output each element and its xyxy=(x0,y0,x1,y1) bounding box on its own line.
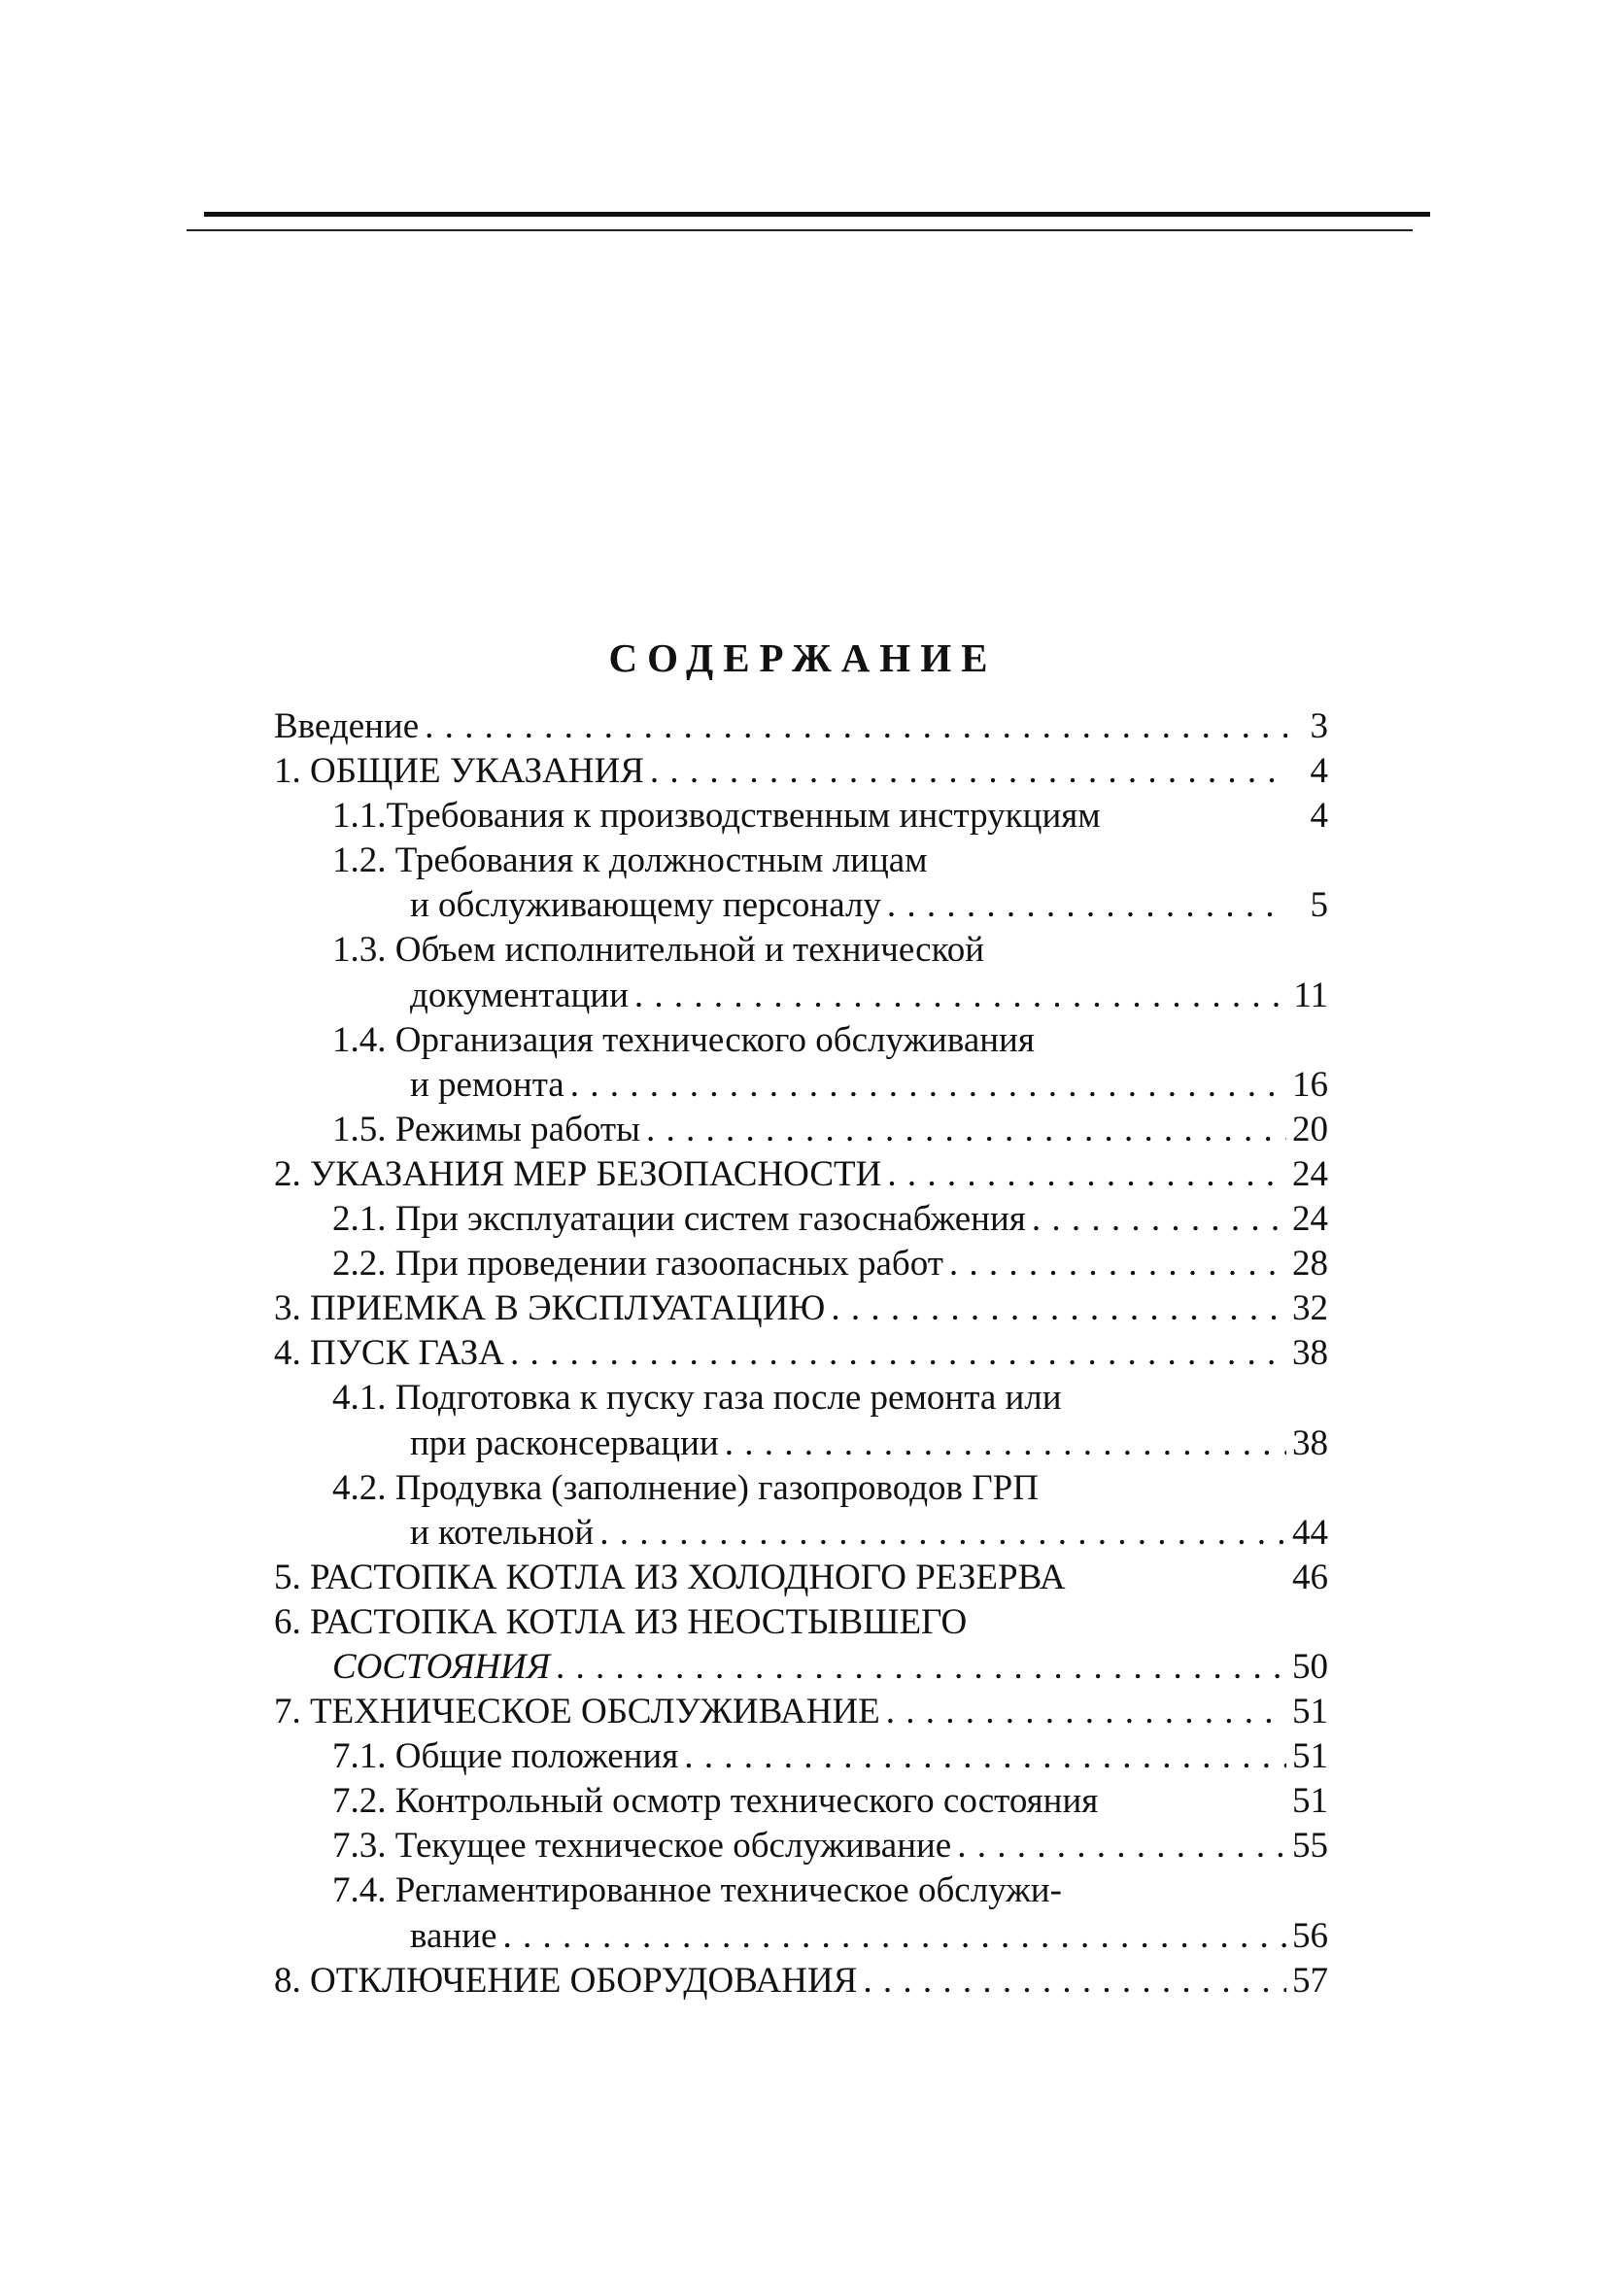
toc-entry[interactable] xyxy=(274,704,1328,749)
toc-entry-page: 5 xyxy=(1310,885,1328,926)
toc-entry-page: 32 xyxy=(1292,1288,1328,1329)
toc-entry-text: Введение xyxy=(274,706,420,746)
toc-entry-page: 38 xyxy=(1292,1422,1328,1463)
toc-entry[interactable] xyxy=(274,1376,1328,1421)
toc-entry-text: 7.2. Контрольный осмотр технического состояния xyxy=(332,1781,1099,1822)
toc-leader-dots xyxy=(634,974,1287,1018)
toc-entry-page: 50 xyxy=(1292,1646,1328,1687)
toc-leader-dots xyxy=(863,1959,1286,2004)
toc-entry-continuation[interactable] xyxy=(274,974,1328,1018)
toc-leader-dots xyxy=(650,749,1287,794)
toc-entry[interactable] xyxy=(274,1556,1328,1600)
toc-leader-dots xyxy=(831,1286,1286,1331)
toc-leader-dots xyxy=(725,1422,1286,1466)
toc-entry[interactable] xyxy=(274,1868,1328,1913)
toc-entry-page: 51 xyxy=(1292,1781,1328,1822)
toc-entry[interactable] xyxy=(274,1466,1328,1511)
toc-entry-text: и котельной xyxy=(410,1512,595,1553)
toc-entry-text: 4. ПУСК ГАЗА xyxy=(274,1333,504,1374)
toc-entry[interactable] xyxy=(274,1600,1328,1645)
toc-leader-dots xyxy=(684,1734,1286,1779)
toc-entry-text: 8. ОТКЛЮЧЕНИЕ ОБОРУДОВАНИЯ xyxy=(274,1960,858,2001)
toc-entry-text: 1. ОБЩИЕ УКАЗАНИЯ xyxy=(274,751,644,792)
toc-entry-page: 24 xyxy=(1292,1199,1328,1240)
toc-entry-page: 4 xyxy=(1310,751,1328,792)
toc-entry[interactable] xyxy=(274,794,1328,839)
toc-leader-dots xyxy=(502,1914,1286,1959)
toc-leader-dots xyxy=(599,1511,1286,1556)
toc-entry[interactable] xyxy=(274,1690,1328,1734)
table-of-contents xyxy=(274,704,1328,2004)
toc-entry[interactable] xyxy=(274,1959,1328,2004)
toc-entry-page: 3 xyxy=(1310,706,1328,746)
toc-entry-text: 4.1. Подготовка к пуску газа после ремонта или xyxy=(332,1378,1062,1419)
toc-entry-page: 51 xyxy=(1292,1692,1328,1732)
toc-entry-page: 38 xyxy=(1292,1333,1328,1374)
toc-entry-text: 2.2. При проведении газоопасных работ xyxy=(332,1244,943,1285)
toc-entry-text: 1.2. Требования к должностным лицам xyxy=(332,840,928,881)
toc-entry-page: 16 xyxy=(1292,1064,1328,1105)
toc-entry[interactable] xyxy=(274,749,1328,794)
toc-leader-dots xyxy=(570,1063,1286,1108)
toc-entry-page: 57 xyxy=(1292,1960,1328,2001)
toc-entry-continuation[interactable] xyxy=(274,1645,1328,1690)
toc-entry-text: вание xyxy=(410,1915,497,1956)
toc-entry[interactable] xyxy=(274,1331,1328,1376)
toc-entry[interactable] xyxy=(274,839,1328,883)
toc-entry[interactable] xyxy=(274,1152,1328,1197)
header-rule-thick xyxy=(204,212,1430,217)
toc-leader-dots xyxy=(646,1108,1286,1152)
toc-entry[interactable] xyxy=(274,1108,1328,1152)
toc-entry-continuation[interactable] xyxy=(274,1063,1328,1108)
toc-entry[interactable] xyxy=(274,1779,1328,1824)
toc-leader-dots xyxy=(1032,1197,1286,1242)
toc-entry-text: 7.1. Общие положения xyxy=(332,1736,679,1777)
toc-leader-dots xyxy=(425,704,1287,749)
toc-entry-text: при расконсервации xyxy=(410,1422,719,1463)
toc-entry[interactable] xyxy=(274,1286,1328,1331)
toc-entry-continuation[interactable] xyxy=(274,883,1328,928)
toc-entry-page: 4 xyxy=(1310,796,1328,837)
toc-entry-text: 1.3. Объем исполнительной и технической xyxy=(332,930,985,971)
toc-entry-continuation[interactable] xyxy=(274,1422,1328,1466)
toc-entry[interactable] xyxy=(274,1734,1328,1779)
toc-entry-text: 6. РАСТОПКА КОТЛА ИЗ НЕОСТЫВШЕГО xyxy=(274,1601,968,1642)
toc-entry-page: 28 xyxy=(1292,1244,1328,1285)
toc-leader-dots xyxy=(887,1152,1286,1197)
toc-entry-text: 7. ТЕХНИЧЕСКОЕ ОБСЛУЖИВАНИЕ xyxy=(274,1692,880,1732)
toc-leader-dots xyxy=(510,1331,1286,1376)
toc-leader-dots xyxy=(556,1645,1286,1690)
toc-leader-dots xyxy=(949,1242,1286,1286)
toc-entry-page: 46 xyxy=(1292,1557,1328,1597)
toc-entry-page: 51 xyxy=(1292,1736,1328,1777)
toc-entry-text: 1.1.Требования к производственным инструкциям xyxy=(332,796,1101,837)
toc-entry-page: 20 xyxy=(1292,1109,1328,1149)
toc-entry-text: 5. РАСТОПКА КОТЛА ИЗ ХОЛОДНОГО РЕЗЕРВА xyxy=(274,1557,1066,1597)
toc-entry-text: 1.4. Организация технического обслуживания xyxy=(332,1019,1035,1060)
toc-entry[interactable] xyxy=(274,1824,1328,1868)
toc-entry-text: 3. ПРИЕМКА В ЭКСПЛУАТАЦИЮ xyxy=(274,1288,826,1329)
toc-entry-page: 44 xyxy=(1292,1512,1328,1553)
toc-leader-dots xyxy=(887,883,1287,928)
toc-entry-text: 7.4. Регламентированное техническое обслужи- xyxy=(332,1870,1062,1911)
toc-entry-page: 56 xyxy=(1292,1915,1328,1956)
toc-entry[interactable] xyxy=(274,1197,1328,1242)
toc-entry[interactable] xyxy=(274,1242,1328,1286)
toc-entry-text: 7.3. Текущее техническое обслуживание xyxy=(332,1826,952,1867)
toc-entry-continuation[interactable] xyxy=(274,1511,1328,1556)
header-rule-thin xyxy=(187,229,1413,231)
toc-entry-page: 55 xyxy=(1292,1826,1328,1867)
toc-entry-text: 1.5. Режимы работы xyxy=(332,1109,640,1149)
toc-entry-text: и ремонта xyxy=(410,1064,564,1105)
toc-entry-text: 2.1. При эксплуатации систем газоснабжения xyxy=(332,1199,1026,1240)
toc-entry-text: документации xyxy=(410,975,629,1015)
toc-entry[interactable] xyxy=(274,1018,1328,1063)
toc-entry[interactable] xyxy=(274,928,1328,973)
toc-entry-text: 2. УКАЗАНИЯ МЕР БЕЗОПАСНОСТИ xyxy=(274,1153,882,1194)
toc-leader-dots xyxy=(886,1690,1286,1734)
toc-leader-dots xyxy=(957,1824,1286,1868)
toc-entry-text: и обслуживающему персоналу xyxy=(410,885,881,926)
toc-entry-text: СОСТОЯНИЯ xyxy=(332,1646,551,1687)
toc-entry-page: 11 xyxy=(1293,975,1328,1015)
toc-entry-continuation[interactable] xyxy=(274,1914,1328,1959)
toc-entry-text: 4.2. Продувка (заполнение) газопроводов ГРП xyxy=(332,1467,1039,1508)
toc-entry-page: 24 xyxy=(1292,1153,1328,1194)
toc-title: СОДЕРЖАНИЕ xyxy=(608,635,998,680)
